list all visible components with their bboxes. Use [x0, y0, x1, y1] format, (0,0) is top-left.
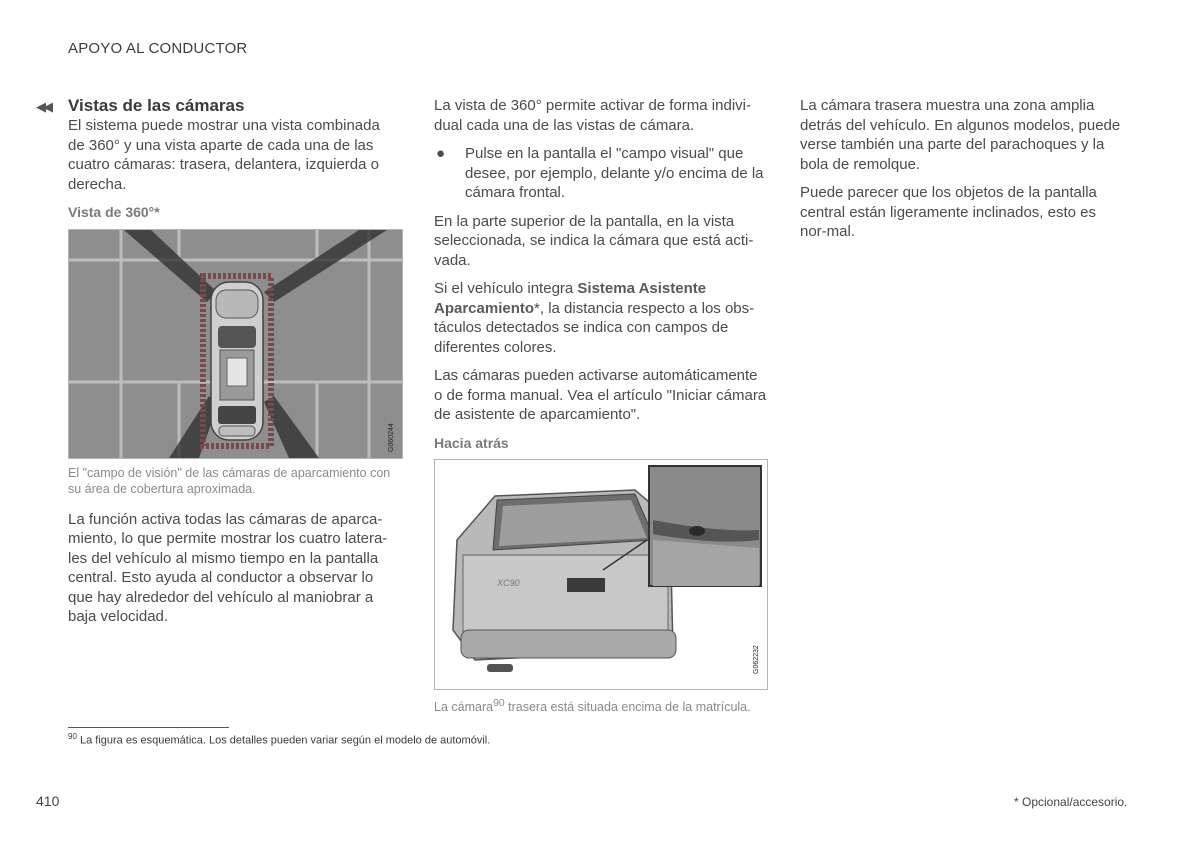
paragraph-parking-assist — [434, 279, 769, 357]
footnote-ref[interactable]: 90 — [493, 698, 505, 709]
double-left-arrow-icon[interactable]: ◀◀ — [36, 99, 50, 114]
subheading-rear: Hacia atrás — [434, 434, 509, 451]
column-right — [800, 96, 1125, 251]
parking-assist-term[interactable]: Sistema Asistente Aparcamiento — [434, 280, 707, 317]
figure-rear-camera — [434, 459, 768, 690]
pa-suffix: *, la distancia respecto a los obs-táculos detectados se indica con campos de diferentes colores. — [434, 299, 755, 356]
car-top-view — [211, 282, 263, 440]
footnote-number: 90 — [68, 732, 77, 741]
figure-code: G060244 — [388, 422, 395, 452]
paragraph-360-individual: La vista de 360° permite activar de forma indivi-dual cada una de las vistas de cámara. — [434, 97, 751, 134]
figure-360-view — [68, 229, 403, 459]
column-middle — [434, 96, 769, 728]
intro-paragraph: El sistema puede mostrar una vista combinada de 360° y una vista aparte de cada una de las cuatro cámaras: trasera, delantera, izquierda o derecha. — [68, 117, 380, 193]
figure-caption-360: El "campo de visión" de las cámaras de aparcamiento con su área de cobertura aproximada. — [68, 465, 391, 496]
rear-car-illustration — [435, 460, 767, 689]
footnote-text: La figura es esquemática. Los detalles pueden variar según el modelo de automóvil. — [79, 734, 491, 747]
section-header: APOYO AL CONDUCTOR — [68, 40, 248, 57]
column-left — [68, 96, 393, 636]
subheading-360: Vista de 360°* — [68, 204, 160, 220]
bullet-text: Pulse en la pantalla el "campo visual" que desee, por ejemplo, delante y/o encima de la cámara frontal. — [465, 145, 764, 201]
figure-caption-rear — [434, 696, 769, 716]
pa-prefix: Si el vehículo integra — [434, 280, 578, 297]
paragraph-objects-inclined: Puede parecer que los objetos de la pantalla central están ligeramente inclinados, esto es nor-mal. — [800, 184, 1097, 240]
footnote — [68, 732, 490, 747]
page-number: 410 — [36, 793, 60, 809]
top-view-parking-illustration — [69, 230, 402, 458]
paragraph-rear-zone: La cámara trasera muestra una zona amplia detrás del vehículo. En algunos modelos, puede verse también una parte del parachoques y la bola de remolque. — [800, 97, 1121, 173]
paragraph-activation: Las cámaras pueden activarse automáticamente o de forma manual. Vea el artículo "Iniciar cámara de asistente de aparcamiento". — [434, 367, 767, 423]
figure-code: G062232 — [753, 645, 760, 674]
caption-prefix: La cámara — [434, 700, 494, 715]
optional-note: * Opcional/accesorio. — [1014, 795, 1128, 809]
caption-suffix: trasera está situada encima de la matrícula. — [504, 700, 751, 715]
model-badge: XC90 — [497, 578, 520, 588]
bullet-item — [434, 144, 769, 203]
paragraph-camera-indicated: En la parte superior de la pantalla, en la vista seleccionada, se indica la cámara que está acti-vada. — [434, 212, 754, 269]
footnote-rule — [68, 727, 229, 728]
body-paragraph: La función activa todas las cámaras de aparca-miento, lo que permite mostrar los cuatro latera-les del vehículo al mismo tiempo en la pantalla central. Esto ayuda al conductor a observar lo que hay alrededor del vehículo al maniobrar a baja velocidad. — [68, 510, 388, 625]
page-title: Vistas de las cámaras — [68, 96, 245, 115]
bullet-dot-icon: ● — [436, 145, 446, 162]
